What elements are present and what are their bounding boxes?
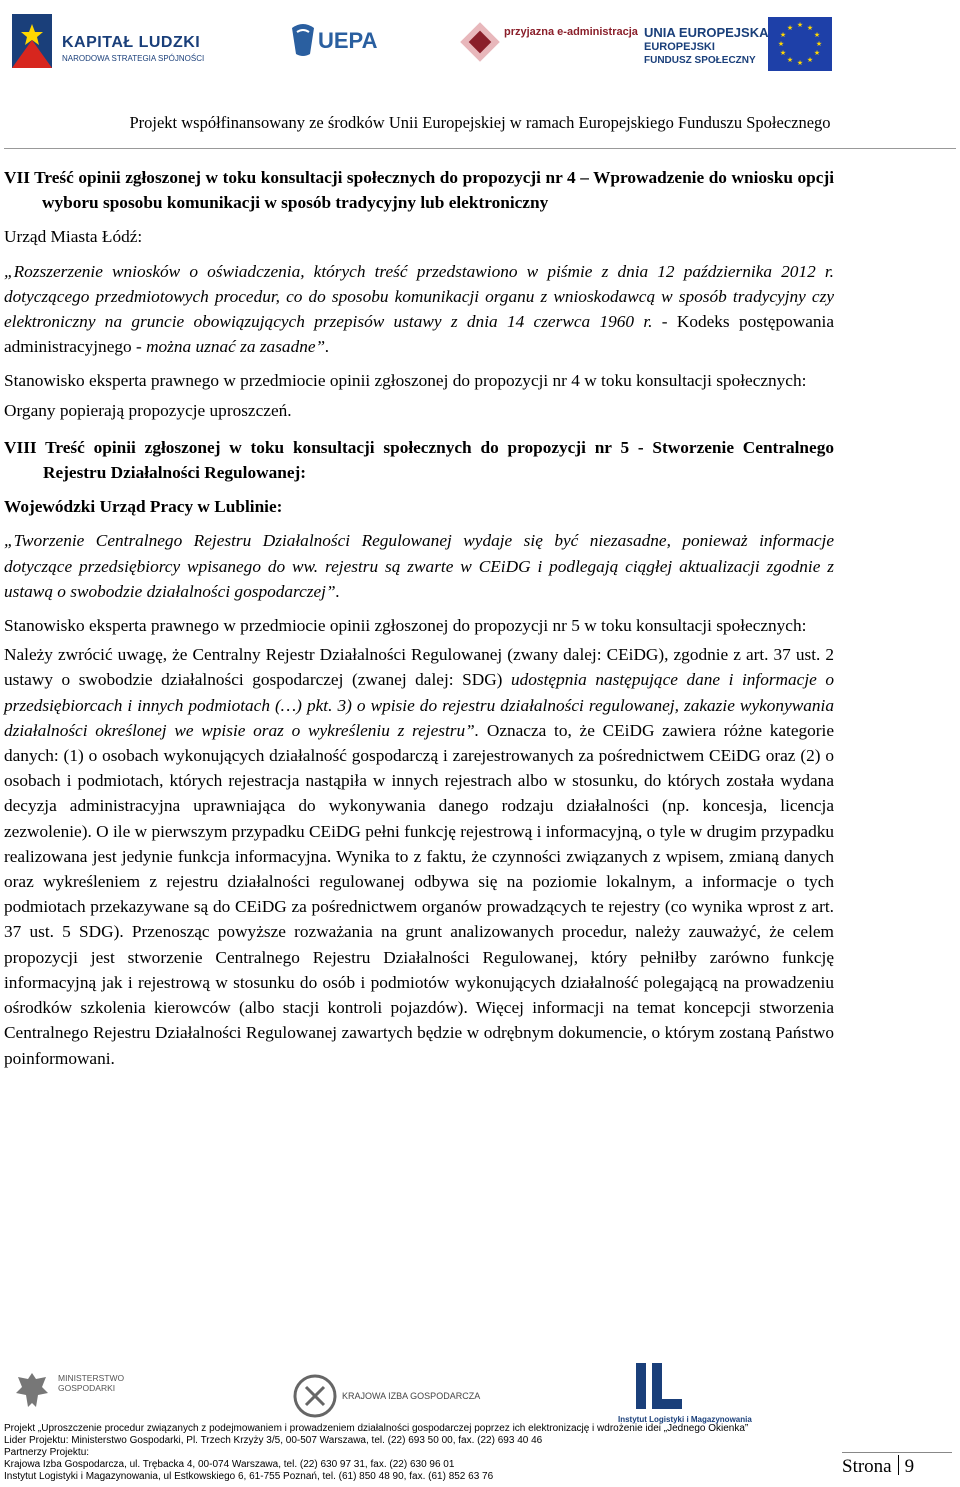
svg-text:★: ★ xyxy=(786,24,794,32)
section-8-opinion xyxy=(4,528,834,604)
section-8-organization: Wojewódzki Urząd Pracy w Lublinie: xyxy=(4,497,283,517)
section-8-expert-citation: udostępnia następujące dane i informacje o przedsiębiorcach i innych podmiotach (…) pkt. 3) o wpisie do rejestru działalności regulowanej, zakazie wykonywania działalności określonej we wpisie oraz o wykreśleniu z rejestru”. xyxy=(4,670,835,740)
page-number-value: 9 xyxy=(904,1456,915,1477)
pea-emblem-icon xyxy=(460,22,500,62)
svg-text:★: ★ xyxy=(779,49,787,57)
page-number xyxy=(842,1452,952,1485)
section-8-opinion-quote: „Tworzenie Centralnego Rejestru Działalności Regulowanej wydaje się być niezasadne, ponieważ informacje dotyczące przedsiębiorcy wpisanego do ww. rejestru są zwarte w CEiDG i podlegają ciągłej aktualizacji zgodnie z ustawą o swobodzie działalności gospodarczej”. xyxy=(4,531,834,601)
svg-text:★: ★ xyxy=(796,21,804,29)
svg-text:★: ★ xyxy=(813,31,821,39)
svg-text:★: ★ xyxy=(806,24,814,32)
section-7-opinion-quote: „Rozszerzenie wniosków o oświadczenia, których treść przedstawiono w piśmie z dnia 12 października 2012 r. dotyczącego przedmiotowych procedur, co do sposobu komunikacji organu z wnioskodawcą w sposób tradycyjny czy elektroniczny na gruncie obowiązujących przepisów ustawy z dnia 14 czerwca 1960 r. xyxy=(4,261,834,332)
header-divider xyxy=(4,148,956,149)
svg-text:★: ★ xyxy=(815,40,823,48)
footer-logos xyxy=(0,1355,960,1425)
footer-line-leader: Lider Projektu: Ministerstwo Gospodarki, Pl. Trzech Krzyży 3/5, 00-507 Warszawa, tel. (22) 693 50 00, fax. (22) 693 40 46 xyxy=(4,1435,543,1447)
svg-text:★: ★ xyxy=(806,56,814,64)
mg-line2: GOSPODARKI xyxy=(58,1383,116,1393)
kig-emblem-icon xyxy=(292,1371,338,1421)
kapital-ludzki-emblem-icon xyxy=(10,10,60,72)
footer-line-project: Projekt „Uproszczenie procedur związanych z podejmowaniem i prowadzeniem działalności gospodarczej poprzez ich elektronizację i wdrożenie idei „Jednego Okienka” xyxy=(4,1423,749,1434)
page-label: Strona xyxy=(842,1456,892,1477)
section-7-expert-text: Organy popierają propozycje uproszczeń. xyxy=(4,400,292,420)
section-8-expert-heading: Stanowisko eksperta prawnego w przedmiocie opinii zgłoszonej do propozycji nr 5 w toku konsultacji społecznych: xyxy=(4,616,807,636)
ministerstwo-gospodarki-logo xyxy=(14,1365,144,1415)
mg-name xyxy=(58,1373,124,1393)
document-body xyxy=(4,165,834,1080)
uepa-logo xyxy=(288,20,408,68)
eu-flag-icon xyxy=(768,17,832,71)
section-8-expert-text xyxy=(4,642,834,1070)
przyjazna-e-administracja-logo xyxy=(460,22,638,66)
ilim-logo xyxy=(612,1359,772,1427)
unia-europejska-logo xyxy=(640,15,835,75)
kapital-ludzki-subtitle: NARODOWA STRATEGIA SPÓJNOŚCI xyxy=(62,54,205,63)
section-7-heading: VII Treść opinii zgłoszonej w toku konsultacji społecznych do propozycji nr 4 – Wprowadzenie do wniosku opcji wyboru sposobu komunikacji w sposób tradycyjny lub elektroniczny xyxy=(4,168,834,213)
eagle-emblem-icon xyxy=(14,1369,50,1411)
section-8-expert-analysis: Oznacza to, że CEiDG zawiera różne kategorie danych: (1) o osobach wykonujących działalność gospodarczą i zarejestrowanych za pośrednictwem CEiDG oraz (2) o osobach i podmiotach, których rejestracja nastąpiła w innych rejestrach albo w stosunku, do których została wydana decyzja administracyjna uprawniająca do wykonywania danego rodzaju działalności (np. koncesja, licencja zezwolenie). O ile w pierwszym przypadku CEiDG pełni funkcję rejestrową i informacyjną, o tyle w drugim przypadku realizowana jest jedynie funkcja informacyjna. Wynika to z faktu, że czynności związanych z wpisem, zmianą danych oraz wykreśleniem z rejestru działalności regulowanej odbywa się na poziomie lokalnym, a informacje o tych podmiotach przekazywane są do CEiDG za pośrednictwem organów prowadzących te rejestry (co wynika wprost z art. 37 ust. 5 SDG). Przenosząc powyższe rozważania na grunt analizowanych procedur, należy zauważyć, że celem propozycji jest stworzenie Centralnego Rejestru Działalności Regulowanej, który pełniłby zarówno funkcję informacyjną jak i rejestrową w stosunku do osób i podmiotów wykonujących działalność polegającą na prowadzeniu ośrodków szkolenia kierowców (albo stacji kontroli pojazdów). Więcej informacji na temat koncepcji stworzenia Centralnego Rejestru Działalności Regulowanej zawartych będzie w odrębnym dokumencie, o którym zostaną Państwo poinformowani. xyxy=(4,720,835,1068)
ilim-name: Instytut Logistyki i Magazynowania xyxy=(618,1415,752,1424)
section-8-expert-intro: Należy zwrócić uwagę, że Centralny Rejestr Działalności Regulowanej (zwany dalej: CEiDG), zgodnie z art. 37 ust. 2 ustawy o swobodzie działalności gospodarczej (zwanej dalej: SDG) xyxy=(4,645,834,690)
kapital-ludzki-logo xyxy=(10,10,210,72)
footer-line-partners: Partnerzy Projektu: xyxy=(4,1447,90,1459)
section-7-organization: Urząd Miasta Łódź: xyxy=(4,227,143,247)
section-8-heading: VIII Treść opinii zgłoszonej w toku konsultacji społecznych do propozycji nr 5 - Stworzenie Centralnego Rejestru Działalności Regulowanej: xyxy=(4,437,834,483)
svg-text:★: ★ xyxy=(777,40,785,48)
pea-name: przyjazna e-administracja xyxy=(504,26,638,38)
section-7-opinion xyxy=(4,259,834,360)
svg-text:★: ★ xyxy=(813,49,821,57)
ilim-emblem-icon xyxy=(612,1359,692,1413)
footer-line-kig: Krajowa Izba Gospodarcza, ul. Trębacka 4, 00-074 Warszawa, tel. (22) 630 97 31, fax. (22) 630 96 01 xyxy=(4,1459,455,1471)
kapital-ludzki-title: KAPITAŁ LUDZKI xyxy=(62,34,201,51)
footer-line-ilim: Instytut Logistyki i Magazynowania, ul Estkowskiego 6, 61-755 Poznań, tel. (61) 850 48 90, fax. (61) 852 63 76 xyxy=(4,1471,494,1483)
section-7-expert-heading: Stanowisko eksperta prawnego w przedmiocie opinii zgłoszonej do propozycji nr 4 w toku konsultacji społecznych: xyxy=(4,371,807,391)
section-7-opinion-code: - Kodeks postępowania administracyjnego - xyxy=(4,312,834,357)
svg-text:★: ★ xyxy=(779,31,787,39)
page-separator xyxy=(898,1455,899,1475)
ue-line2: EUROPEJSKI xyxy=(644,41,715,53)
kig-logo xyxy=(292,1371,492,1421)
uepa-emblem-icon xyxy=(288,20,318,60)
header-logos xyxy=(0,0,960,80)
ue-line1: UNIA EUROPEJSKA xyxy=(644,25,769,40)
ue-line3: FUNDUSZ SPOŁECZNY xyxy=(644,55,756,66)
section-7-opinion-conclusion: można uznać za zasadne”. xyxy=(146,337,330,357)
kig-name: KRAJOWA IZBA GOSPODARCZA xyxy=(342,1391,481,1401)
uepa-name: UEPA xyxy=(318,28,378,53)
cofinance-note: Projekt współfinansowany ze środków Unii Europejskiej w ramach Europejskiego Funduszu Społecznego xyxy=(129,113,831,132)
svg-text:★: ★ xyxy=(786,56,794,64)
mg-line1: MINISTERSTWO xyxy=(58,1373,125,1383)
footer-text xyxy=(4,1423,834,1483)
svg-text:★: ★ xyxy=(796,59,804,67)
